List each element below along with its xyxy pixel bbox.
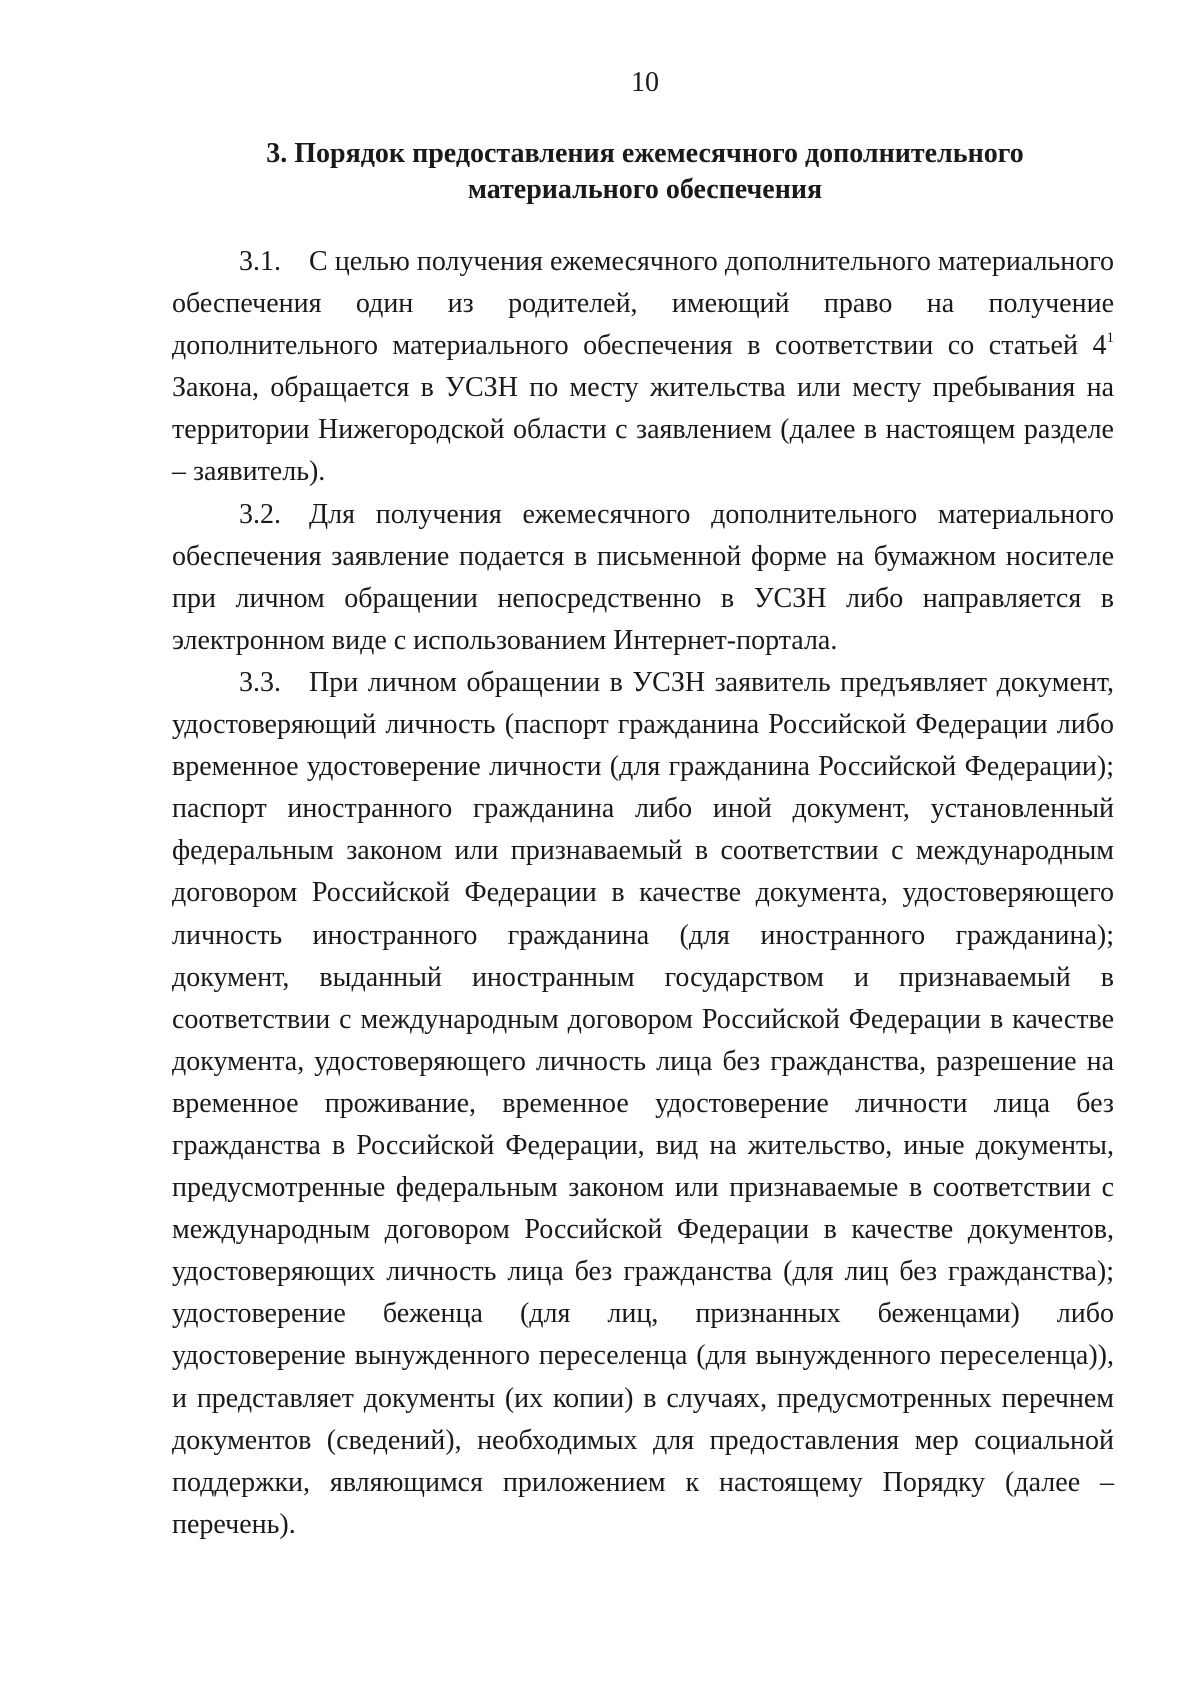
- section-title: [170, 136, 1120, 208]
- page-number: 10: [631, 67, 659, 98]
- paragraph-3-3: [172, 662, 1114, 1546]
- paragraph-number: 3.2.: [239, 498, 281, 530]
- paragraph-number: 3.3.: [239, 666, 281, 698]
- paragraph-text: При личном обращении в УСЗН заявитель предъявляет документ, удостоверяющий личность (паспорт гражданина Российской Федерации либо временное удостоверение личности (для гражданина Российской Федерации); паспорт иностранного гражданина либо иной документ, установленный федеральным законом или признаваемый в соответствии с международным договором Российской Федерации в качестве документа, удостоверяющего личность иностранного гражданина (для иностранного гражданина); документ, выданный иностранным государством и признаваемый в соответствии с международным договором Российской Федерации в качестве документа, удостоверяющего личность лица без гражданства, разрешение на временное проживание, временное удостоверение личности лица без гражданства в Российской Федерации, вид на жительство, иные документы, предусмотренные федеральным законом или признаваемые в соответствии с международным договором Российской Федерации в качестве документов, удостоверяющих личность лица без гражданства (для лиц без гражданства); удостоверение беженца (для лиц, признанных беженцами) либо удостоверение вынужденного переселенца (для вынужденного переселенца)), и представляет документы (их копии) в случаях, предусмотренных перечнем документов (сведений), необходимых для предоставления мер социальной поддержки, являющимся приложением к настоящему Порядку (далее – перечень).: [172, 666, 1114, 1540]
- paragraph-text-continued: Закона, обращается в УСЗН по месту жительства или месту пребывания на территории Нижегородской области с заявлением (далее в настоящем разделе – заявитель).: [172, 372, 1114, 488]
- section-title-line-1: 3. Порядок предоставления ежемесячного дополнительного: [266, 138, 1024, 169]
- paragraph-number: 3.1.: [239, 246, 281, 277]
- paragraph-text: Для получения ежемесячного дополнительного материального обеспечения заявление подается в письменной форме на бумажном носителе при личном обращении непосредственно в УСЗН либо направляется в электронном виде с использованием Интернет-портала.: [172, 498, 1114, 656]
- paragraph-text: С целью получения ежемесячного дополнительного материального обеспечения один из родителей, имеющий право на получение дополнительного материального обеспечения в соответствии со статьей 4: [172, 246, 1114, 362]
- paragraph-3-2: [172, 494, 1114, 662]
- article-superscript: 1: [1106, 330, 1114, 347]
- section-title-line-2: материального обеспечения: [467, 174, 823, 205]
- paragraph-3-1: [172, 241, 1114, 494]
- document-body: [172, 241, 1114, 1546]
